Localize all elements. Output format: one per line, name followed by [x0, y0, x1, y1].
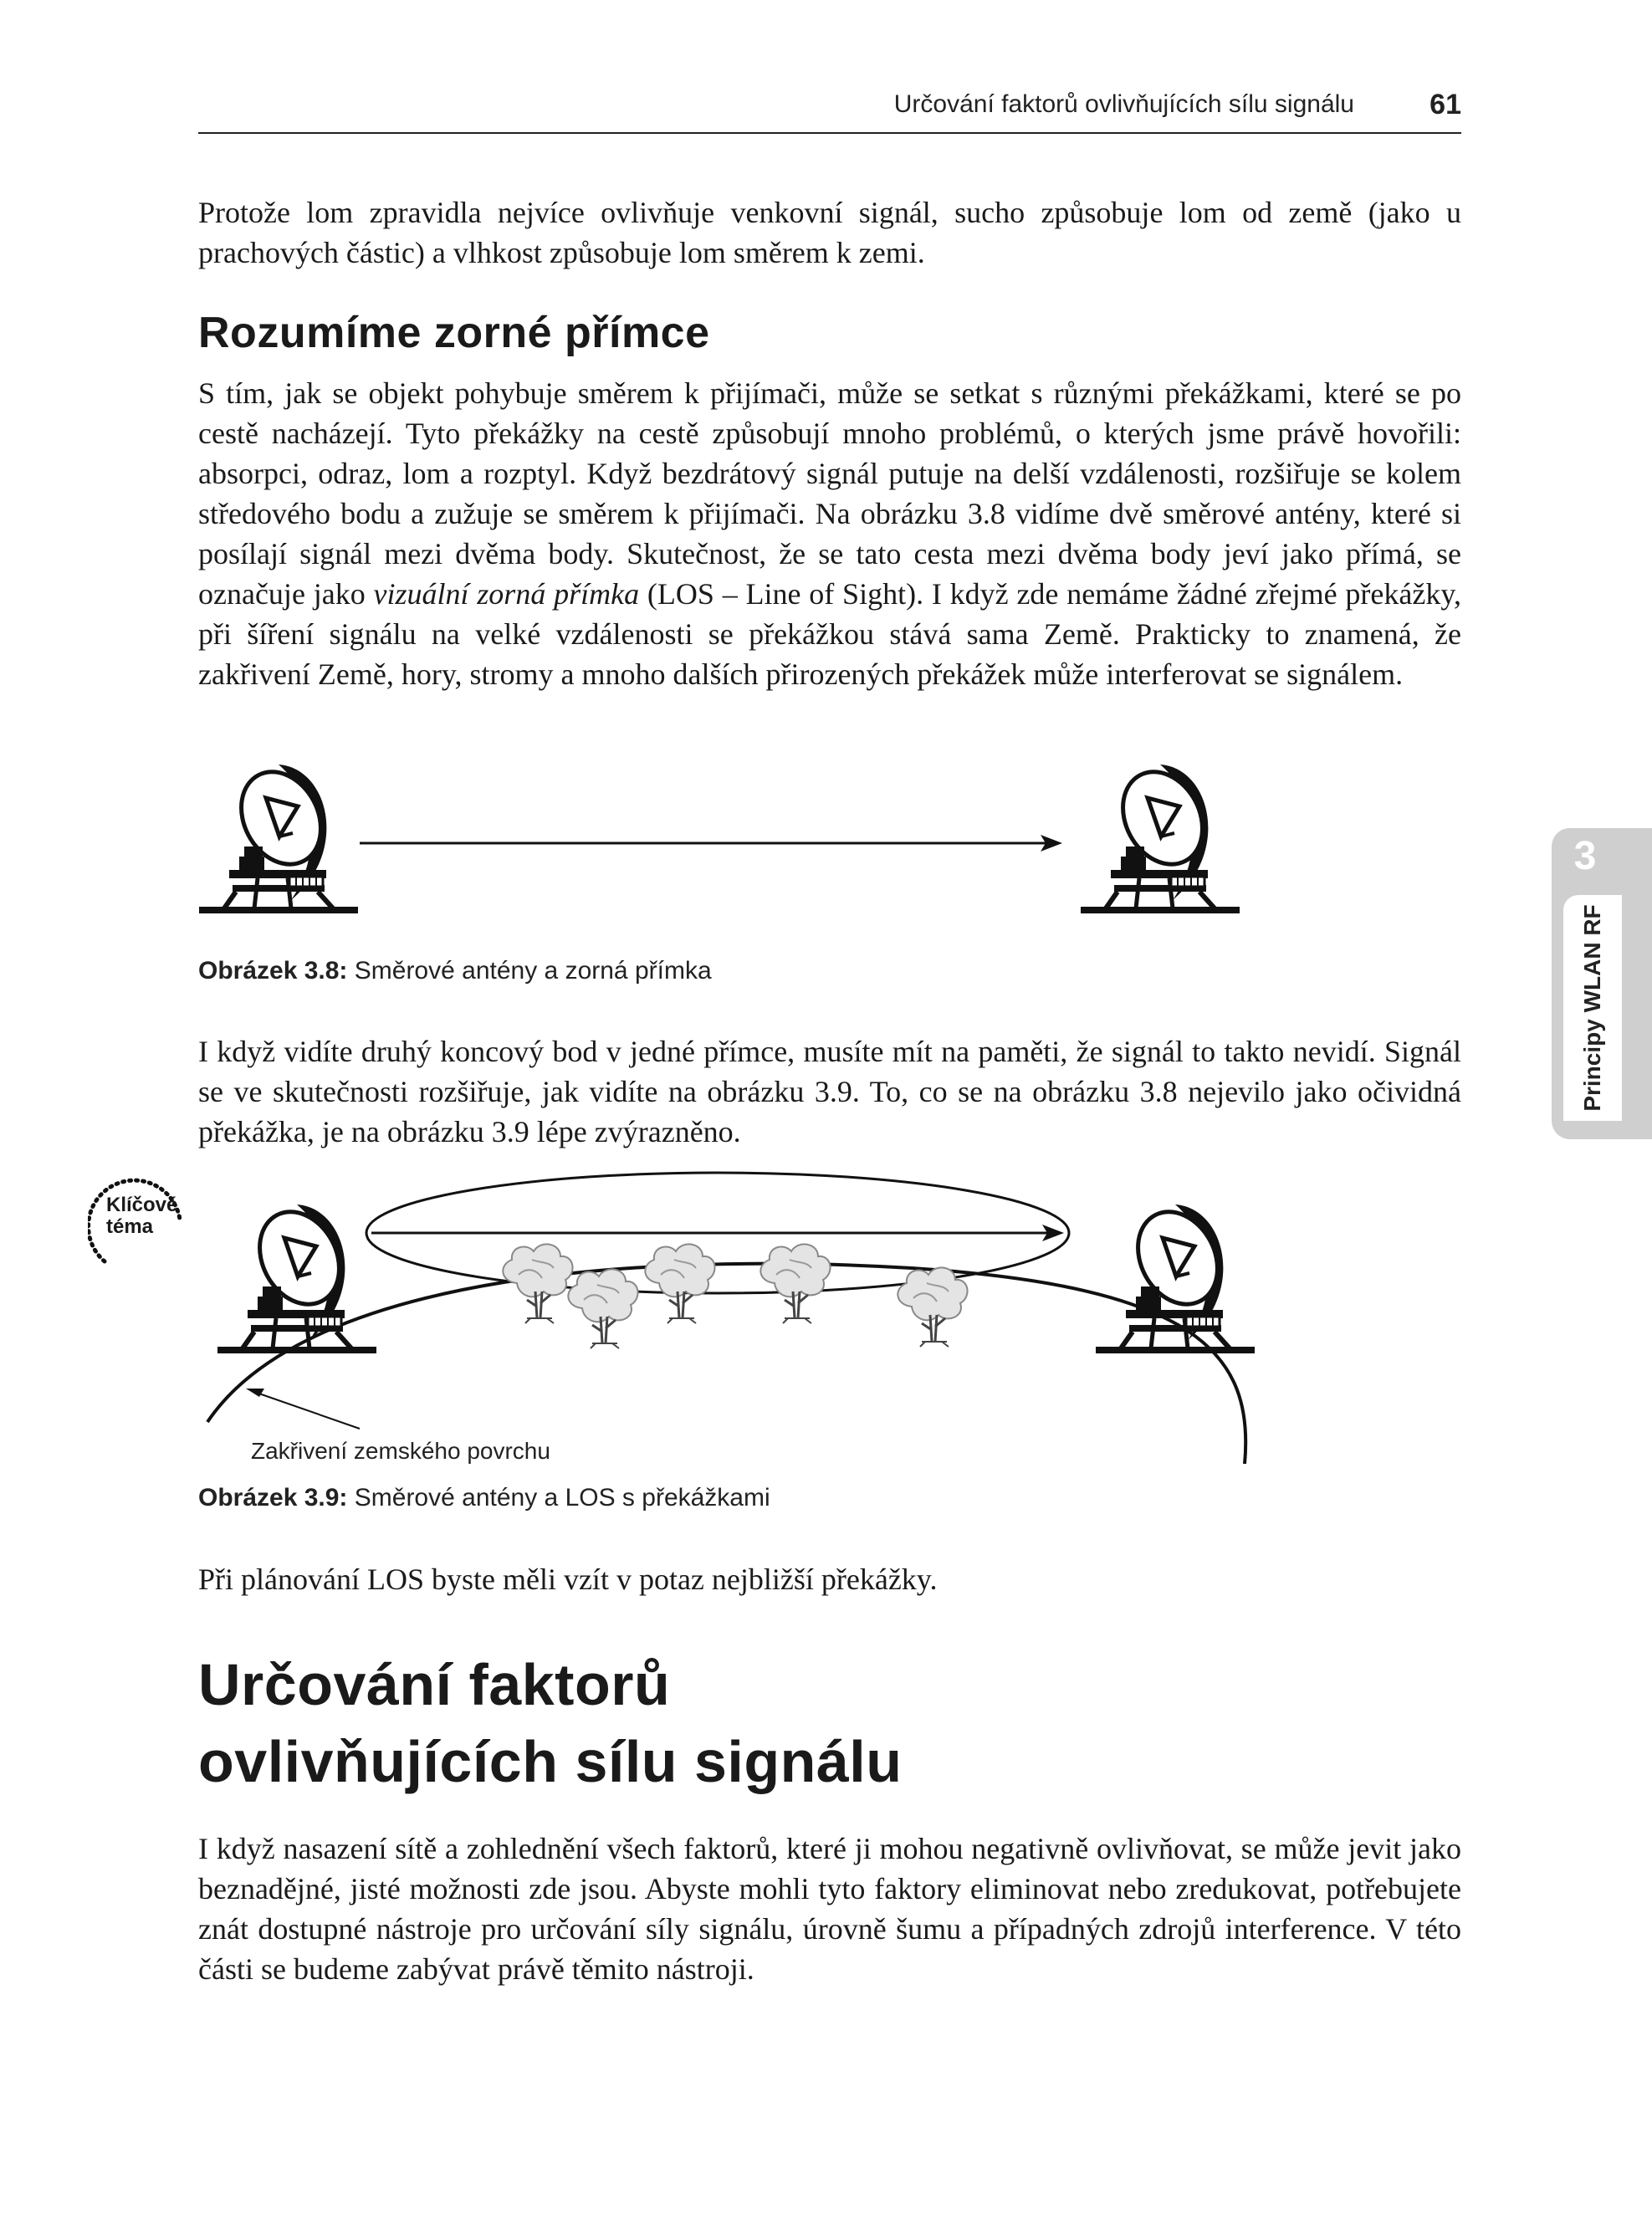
key-topic-line2: téma [106, 1215, 154, 1238]
chapter-number: 3 [1573, 834, 1597, 878]
page-number: 61 [1430, 89, 1461, 120]
tree-icon [760, 1244, 830, 1323]
section-heading: Rozumíme zorné přímce [198, 309, 710, 357]
major-paragraph [198, 1829, 1461, 1989]
section-paragraph-part2: (LOS – Line of Sight). I když zde nemáme žádné zřejmé překážky, při šíření signálu na velké vzdálenosti se překážkou stává sama Země. Prakticky to znamená, že zakřivení Země, hory, stromy a mnoho dalších přirozených překážek může interferovat se signálem. [198, 577, 1461, 691]
key-topic-line1: Klíčové [106, 1194, 178, 1216]
chapter-label: Principy WLAN RF [1579, 904, 1605, 1112]
figure-3-8-caption-text: Směrové antény a zorná přímka [347, 957, 712, 985]
right-antenna-icon [1096, 1198, 1255, 1353]
tree-icon [503, 1244, 572, 1323]
major-heading-line1: Určování faktorů [198, 1652, 671, 1717]
tree-icon [568, 1269, 637, 1348]
signal-arrow [360, 835, 1062, 852]
intro-paragraph [198, 192, 1461, 273]
major-paragraph-text: I když nasazení sítě a zohlednění všech faktorů, které ji mohou negativně ovlivňovat, se může jevit jako beznadějné, jisté možnosti zde jsou. Abyste mohli tyto faktory eliminovat nebo zredukovat, potřebujete znát dostupné nástroje pro určování síly signálu, úrovně šumu a případných zdrojů interference. V této části se budeme zabývat právě těmito nástroji. [198, 1832, 1461, 1986]
left-antenna-icon [199, 758, 358, 913]
figure-3-9-caption-text: Směrové antény a LOS s překážkami [347, 1484, 770, 1511]
paragraph-2-text: I když vidíte druhý koncový bod v jedné přímce, musíte mít na paměti, že signál to takto nevidí. Signál se ve skutečnosti rozšiřuje, jak vidíte na obrázku 3.9. To, co se na obrázku 3.8 nejevilo jako očividná překážka, je na obrázku 3.9 lépe zvýrazněno. [198, 1035, 1461, 1148]
section-paragraph [198, 373, 1461, 694]
key-topic-badge [88, 1169, 187, 1268]
signal-arrow [371, 1225, 1064, 1241]
chapter-tab [1552, 828, 1652, 1139]
figure-3-8-caption [198, 957, 712, 985]
paragraph-3 [198, 1559, 1461, 1599]
major-heading [198, 1646, 903, 1800]
paragraph-3-text: Při plánování LOS byste měli vzít v potaz nejbližší překážky. [198, 1563, 938, 1596]
figure-3-9-caption [198, 1484, 770, 1512]
intro-paragraph-text: Protože lom zpravidla nejvíce ovlivňuje venkovní signál, sucho způsobuje lom od země (jako u prachových částic) a vlhkost způsobuje lom směrem k zemi. [198, 196, 1461, 269]
major-heading-line2: ovlivňujících sílu signálu [198, 1729, 903, 1794]
tree-icon [898, 1267, 967, 1347]
figure-3-8 [192, 753, 1280, 920]
right-antenna-icon [1081, 758, 1240, 913]
earth-curvature-label: Zakřivení zemského povrchu [251, 1438, 550, 1464]
figure-3-8-caption-label: Obrázek 3.8: [198, 957, 348, 985]
left-antenna-icon [217, 1198, 376, 1353]
tree-icon [645, 1244, 714, 1323]
paragraph-2 [198, 1031, 1461, 1152]
running-header [198, 90, 1461, 134]
chapter-tab-inner [1563, 895, 1622, 1121]
figure-3-9 [192, 1161, 1280, 1479]
key-topic-text [106, 1194, 190, 1238]
los-term: vizuální zorná přímka [373, 577, 640, 611]
figure-3-9-caption-label: Obrázek 3.9: [198, 1484, 348, 1511]
section-paragraph-part1: S tím, jak se objekt pohybuje směrem k přijímači, může se setkat s různými překážkami, které se po cestě nacházejí. Tyto překážky na cestě způsobují mnoho problémů, o kterých jsme právě hovořili: absorpci, odraz, lom a rozptyl. Když bezdrátový signál putuje na delší vzdálenosti, rozšiřuje se kolem středového bodu a zužuje se směrem k přijímači. Na obrázku 3.8 vidíme dvě směrové antény, které si posílají signál mezi dvěma body. Skutečnost, že se tato cesta mezi dvěma body jeví jako přímá, se označuje jako [198, 376, 1461, 611]
running-title: Určování faktorů ovlivňujících sílu signálu [893, 90, 1354, 118]
annotation-pointer [246, 1389, 360, 1429]
